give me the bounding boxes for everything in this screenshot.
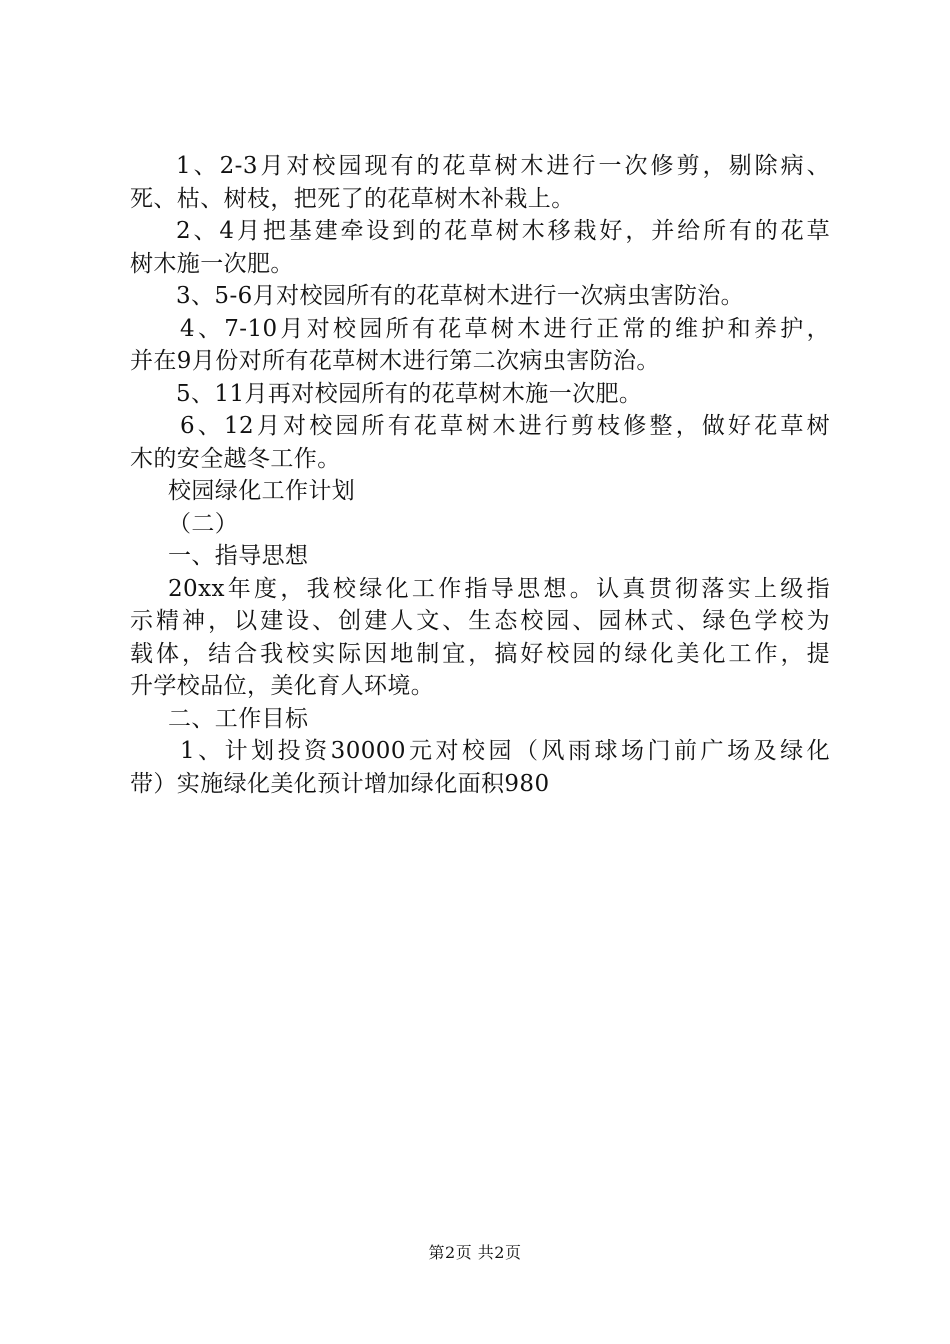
document-body	[130, 150, 830, 800]
paragraph-line: 1、2-3月对校园现有的花草树木进行一次修剪，剔除病、	[176, 153, 830, 179]
paragraph-line: 2、4月把基建牵设到的花草树木移栽好，并给所有的花草	[176, 218, 830, 244]
paragraph-line: 1、计划投资30000元对校园（风雨球场门前广场及绿化	[180, 738, 830, 764]
paragraph-line: 5、11月再对校园所有的花草树木施一次肥。	[176, 380, 643, 407]
paragraph-line: 树木施一次肥。	[130, 250, 294, 277]
paragraph-line: 20xx年度，我校绿化工作指导思想。认真贯彻落实上级指	[168, 575, 830, 602]
paragraph-line: 示精神，以建设、创建人文、生态校园、园林式、绿色学校为	[130, 608, 830, 634]
paragraph-line: 载体，结合我校实际因地制宜，搞好校园的绿化美化工作，提	[130, 640, 830, 667]
paragraph-line: 6、12月对校园所有花草树木进行剪枝修整，做好花草树	[180, 413, 830, 439]
paragraph-line: 死、枯、树枝，把死了的花草树木补栽上。	[130, 185, 575, 212]
section-heading: 一、指导思想	[168, 543, 309, 569]
section-subtitle: （二）	[168, 510, 239, 537]
page-footer: 第2页 共2页	[428, 1243, 522, 1262]
paragraph-line: 4、7-10月对校园所有花草树木进行正常的维护和养护，	[180, 315, 830, 342]
paragraph-line: 带）实施绿化美化预计增加绿化面积980	[130, 770, 550, 797]
paragraph-line: 3、5-6月对校园所有的花草树木进行一次病虫害防治。	[176, 283, 745, 309]
paragraph-line: 并在9月份对所有花草树木进行第二次病虫害防治。	[130, 348, 660, 374]
paragraph-line: 升学校品位，美化育人环境。	[130, 673, 435, 699]
paragraph-line: 木的安全越冬工作。	[130, 445, 341, 472]
section-heading: 二、工作目标	[168, 705, 309, 732]
section-title: 校园绿化工作计划	[168, 478, 356, 504]
